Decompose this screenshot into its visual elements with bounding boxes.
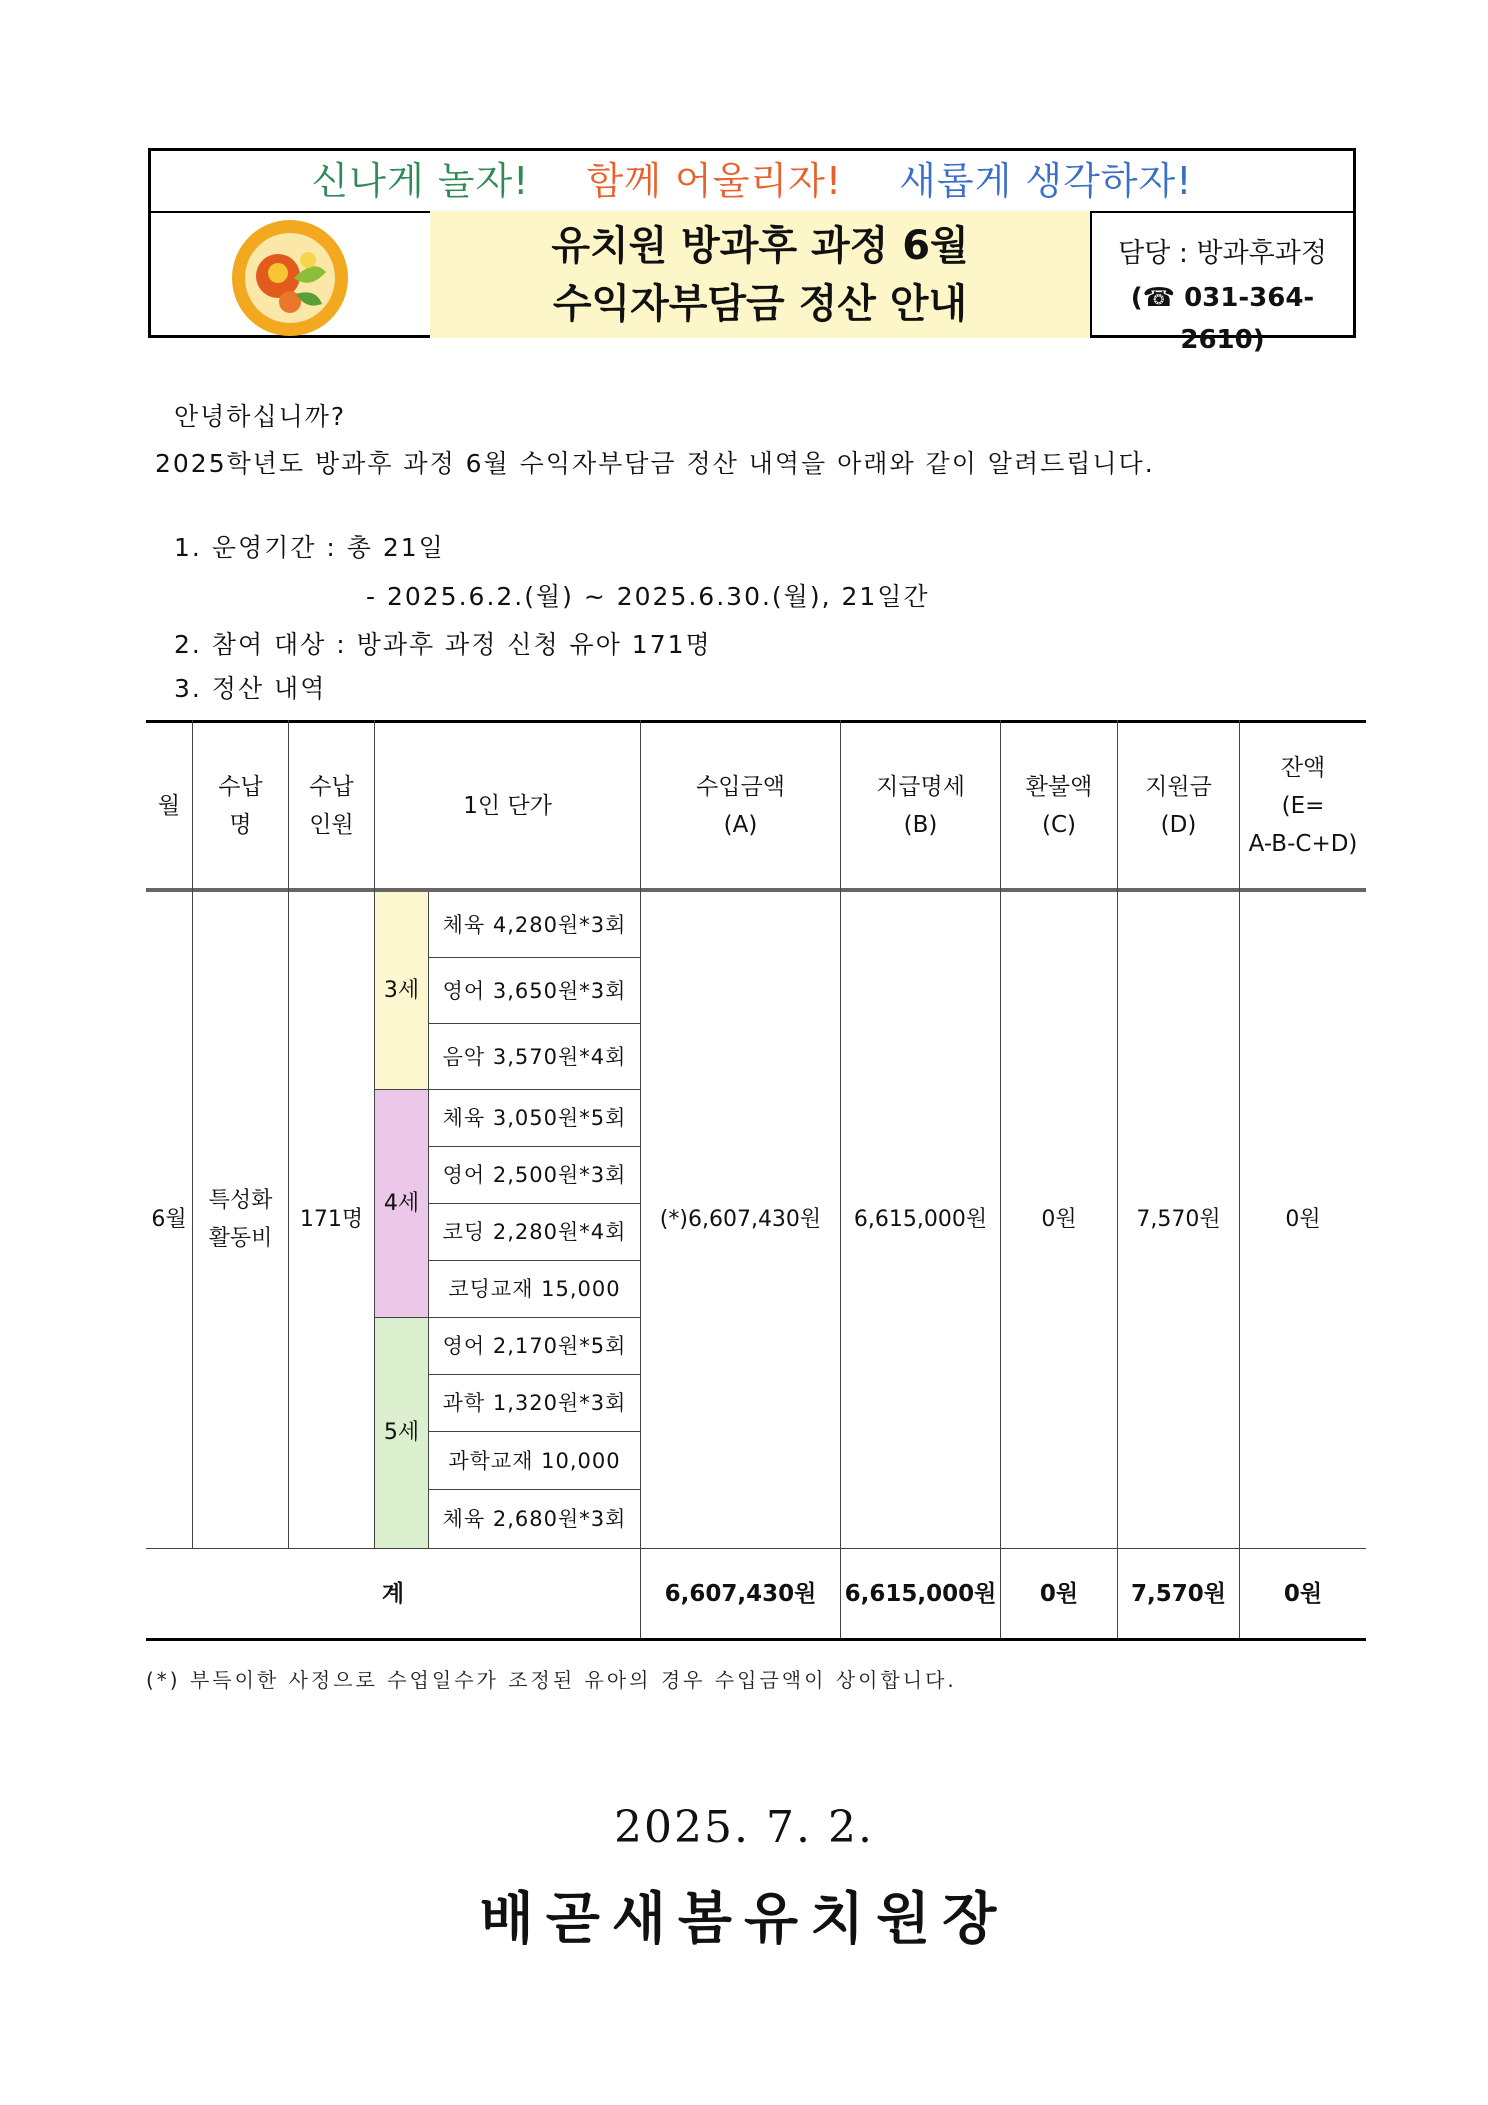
col-header-count: 수납 인원 <box>309 773 354 838</box>
total-balance: 0원 <box>1283 1580 1323 1607</box>
price-item: 체육 4,280원*3회 <box>429 892 640 958</box>
age-group-4: 4세 <box>375 1090 428 1318</box>
price-item: 과학 1,320원*3회 <box>429 1375 640 1432</box>
title-cell <box>430 211 1092 338</box>
total-income: 6,607,430원 <box>664 1580 817 1607</box>
col-header-name: 수납 명 <box>218 773 263 838</box>
settlement-table <box>146 720 1366 1642</box>
price-item: 체육 2,680원*3회 <box>442 1507 627 1531</box>
col-header-subsidy: 지원금 (D) <box>1145 773 1212 838</box>
row-month: 6월 <box>151 1207 187 1232</box>
slogan-row <box>151 151 1353 213</box>
row-subsidy: 7,570원 <box>1136 1207 1221 1232</box>
item-3-heading: 3. 정산 내역 <box>174 674 327 703</box>
row-count: 171명 <box>299 1207 364 1232</box>
document-title-line-1: 유치원 방과후 과정 6월 <box>551 223 969 269</box>
price-item: 과학교재 10,000 <box>429 1432 640 1490</box>
intro-text: 2025학년도 방과후 과정 6월 수익자부담금 정산 내역을 아래와 같이 알려드립니다. <box>155 449 1155 478</box>
header-box <box>148 148 1356 355</box>
col-header-income: 수입금액 (A) <box>696 773 785 838</box>
kindergarten-emblem-icon <box>230 218 350 338</box>
col-header-unit-price: 1인 단가 <box>463 792 552 819</box>
table-bottom-border <box>146 1638 1366 1641</box>
item-2-target: 2. 참여 대상 : 방과후 과정 신청 유아 171명 <box>174 630 712 659</box>
price-item: 코딩 2,280원*4회 <box>429 1204 640 1261</box>
price-item: 코딩교재 15,000 <box>429 1261 640 1318</box>
total-subsidy: 7,570원 <box>1131 1580 1226 1607</box>
item-1-detail: - 2025.6.2.(월) ~ 2025.6.30.(월), 21일간 <box>366 582 930 611</box>
contact-cell <box>1092 211 1353 355</box>
col-header-balance: 잔액 (E= A-B-C+D) <box>1248 754 1358 857</box>
col-header-payment: 지급명세 (B) <box>876 773 965 838</box>
price-item: 체육 3,050원*5회 <box>429 1090 640 1147</box>
price-item: 영어 2,500원*3회 <box>429 1147 640 1204</box>
price-item: 영어 2,170원*5회 <box>429 1318 640 1375</box>
price-item: 영어 3,650원*3회 <box>429 958 640 1024</box>
total-label: 계 <box>381 1580 405 1607</box>
total-refund: 0원 <box>1039 1580 1079 1607</box>
issue-date: 2025. 7. 2. <box>614 1802 874 1853</box>
slogan-2: 함께 어울리자! <box>586 159 843 203</box>
greeting: 안녕하십니까? <box>174 402 347 431</box>
row-income: (*)6,607,430원 <box>659 1207 822 1232</box>
row-refund: 0원 <box>1041 1207 1077 1232</box>
contact-phone: (☎ 031-364-2610) <box>1130 283 1315 355</box>
col-header-refund: 환불액 (C) <box>1025 773 1093 838</box>
row-name: 특성화 활동비 <box>208 1188 273 1251</box>
contact-label: 담당 : 방과후과정 <box>1118 238 1327 269</box>
document-title-line-2: 수익자부담금 정산 안내 <box>552 281 968 327</box>
age-group-3: 3세 <box>375 892 428 1090</box>
logo-cell <box>151 211 432 338</box>
slogan-1: 신나게 놀자! <box>311 159 530 203</box>
row-payment: 6,615,000원 <box>853 1207 988 1232</box>
col-header-month: 월 <box>157 792 181 819</box>
signature: 배곧새봄유치원장 <box>479 1886 1009 1952</box>
price-item: 음악 3,570원*4회 <box>429 1024 640 1090</box>
item-1-period: 1. 운영기간 : 총 21일 <box>174 533 445 562</box>
age-group-5: 5세 <box>375 1318 428 1548</box>
row-balance: 0원 <box>1285 1207 1321 1232</box>
total-payment: 6,615,000원 <box>844 1580 997 1607</box>
slogan-3: 새롭게 생각하자! <box>899 159 1193 203</box>
footnote: (*) 부득이한 사정으로 수업일수가 조정된 유아의 경우 수입금액이 상이합니다. <box>146 1668 957 1692</box>
